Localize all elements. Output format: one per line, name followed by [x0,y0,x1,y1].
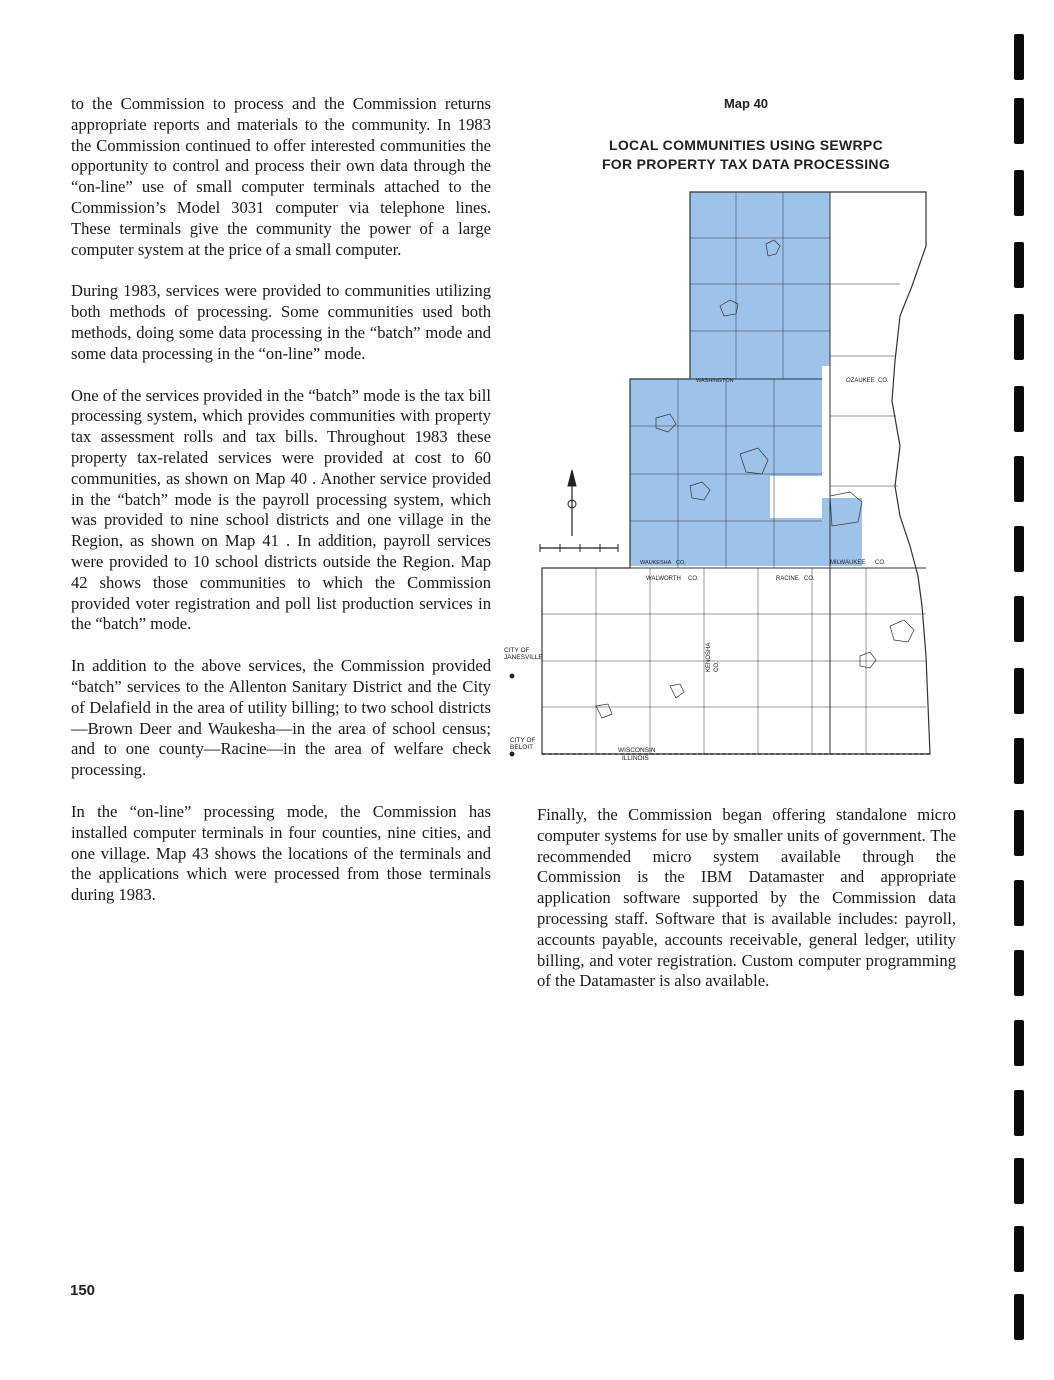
illinois-label: ILLINOIS [622,755,649,762]
paragraph-batch-services: One of the services provided in the “batch” mode is the tax bill processing system, which provides communities with property tax assessment rolls and tax bills. Throughout 1983 these property tax-related services were provided at cost to 60 communities, as shown on Map 40 . Another service provided in the “batch” mode is the payroll processing system, which was provided to nine school districts and one village in the Region, as shown on Map 41 . In addition, payroll services were provided to 10 school districts outside the Region. Map 42 shows those communities to which the Commission provided voter registration and poll list production services in the “batch” mode. [71,385,491,634]
binding-mark [1014,456,1024,502]
ozaukee-label: OZAUKEE [846,378,875,384]
binding-mark [1014,1226,1024,1272]
map-figure [500,186,944,766]
binding-mark [1014,1020,1024,1066]
binding-mark [1014,810,1024,856]
waukesha-label: WAUKESHA [640,560,672,566]
binding-mark [1014,1158,1024,1204]
binding-mark [1014,386,1024,432]
binding-mark [1014,1294,1024,1340]
janesville-label-1: CITY OF [504,647,530,654]
racine-co-label: CO. [804,576,815,582]
north-arrow-icon [568,470,576,536]
paragraph-micro-computer: Finally, the Commission began offering standalone micro computer systems for use by smaller units of government. The recommended micro system available through the Commission is the IBM Datamaster and appropriate application software supported by the Commission data processing staff. Software that is available includes: payroll, accounts payable, accounts receivable, general ledger, utility billing, and voter registration. Custom computer programming of the Datamaster is also available. [537,805,956,991]
milwaukee-co-label: CO. [875,560,886,566]
binding-mark [1014,950,1024,996]
binding-mark [1014,880,1024,926]
washington-county-highlight [690,192,830,379]
washington-label: WASHINGTON [696,378,734,384]
binding-mark [1014,98,1024,144]
binding-mark [1014,596,1024,642]
binding-mark [1014,314,1024,360]
kenosha-co-label: CO. [714,661,720,672]
paragraph-online-mode: In the “on-line” processing mode, the Commission has installed computer terminals in four counties, nine cities, and one village. Map 43 shows the locations of the terminals and the applications which were processed from those terminals during 1983. [71,801,491,905]
map-label: Map 40 [723,96,769,111]
unshaded-township [770,476,822,518]
page-number: 150 [70,1282,96,1299]
beloit-label-2: BELOIT [510,744,534,751]
kenosha-label: KENOSHA [706,642,712,672]
paragraph-additional-services: In addition to the above services, the Commission provided “batch” services to the Allenton Sanitary District and the City of Delafield in the area of utility billing; to two school districts—Brown Deer and Waukesha—in the area of school census; and to one county—Racine—in the area of welfare check processing. [71,656,491,780]
beloit-label-1: CITY OF [510,737,536,744]
map-title [560,136,932,174]
walworth-label: WALWORTH [646,576,681,582]
binding-mark [1014,242,1024,288]
paragraph-online-terminals: to the Commission to process and the Commission returns appropriate reports and materials to the community. In 1983 the Commission continued to offer interested communities the opportunity to control and process their own data through the “on-line” use of small computer terminals attached to the Commission’s Model 3031 computer via telephone lines. These terminals give the community the power of a large computer system at the price of a small computer. [71,94,491,259]
scale-bar [540,544,618,552]
milwaukee-county-highlight [822,498,862,566]
binding-mark [1014,738,1024,784]
walworth-co-label: CO. [688,576,699,582]
map-title-line-1: LOCAL COMMUNITIES USING SEWRPC [609,137,883,153]
beloit-dot [510,752,515,757]
binding-mark [1014,526,1024,572]
janesville-label-2: JANESVILLE [504,654,543,661]
binding-mark [1014,34,1024,80]
ozaukee-co-label: CO. [878,378,889,384]
region-map [500,186,944,766]
binding-mark [1014,668,1024,714]
binding-mark [1014,1090,1024,1136]
waukesha-co-label: CO. [676,560,686,566]
left-text-column [71,94,491,927]
milwaukee-label: MILWAUKEE [830,560,866,566]
wisconsin-label: WISCONSIN [618,747,656,754]
binding-mark [1014,170,1024,216]
right-text-column [537,805,956,992]
binding-tab-marks [1014,30,1030,1360]
paragraph-services-1983: During 1983, services were provided to communities utilizing both methods of processing. Some communities used both methods, doing some data processing in the “batch” mode and some data processing in the “on-line” mode. [71,281,491,363]
janesville-dot [510,674,515,679]
map-title-line-2: FOR PROPERTY TAX DATA PROCESSING [601,156,891,172]
racine-label: RACINE [776,576,799,582]
